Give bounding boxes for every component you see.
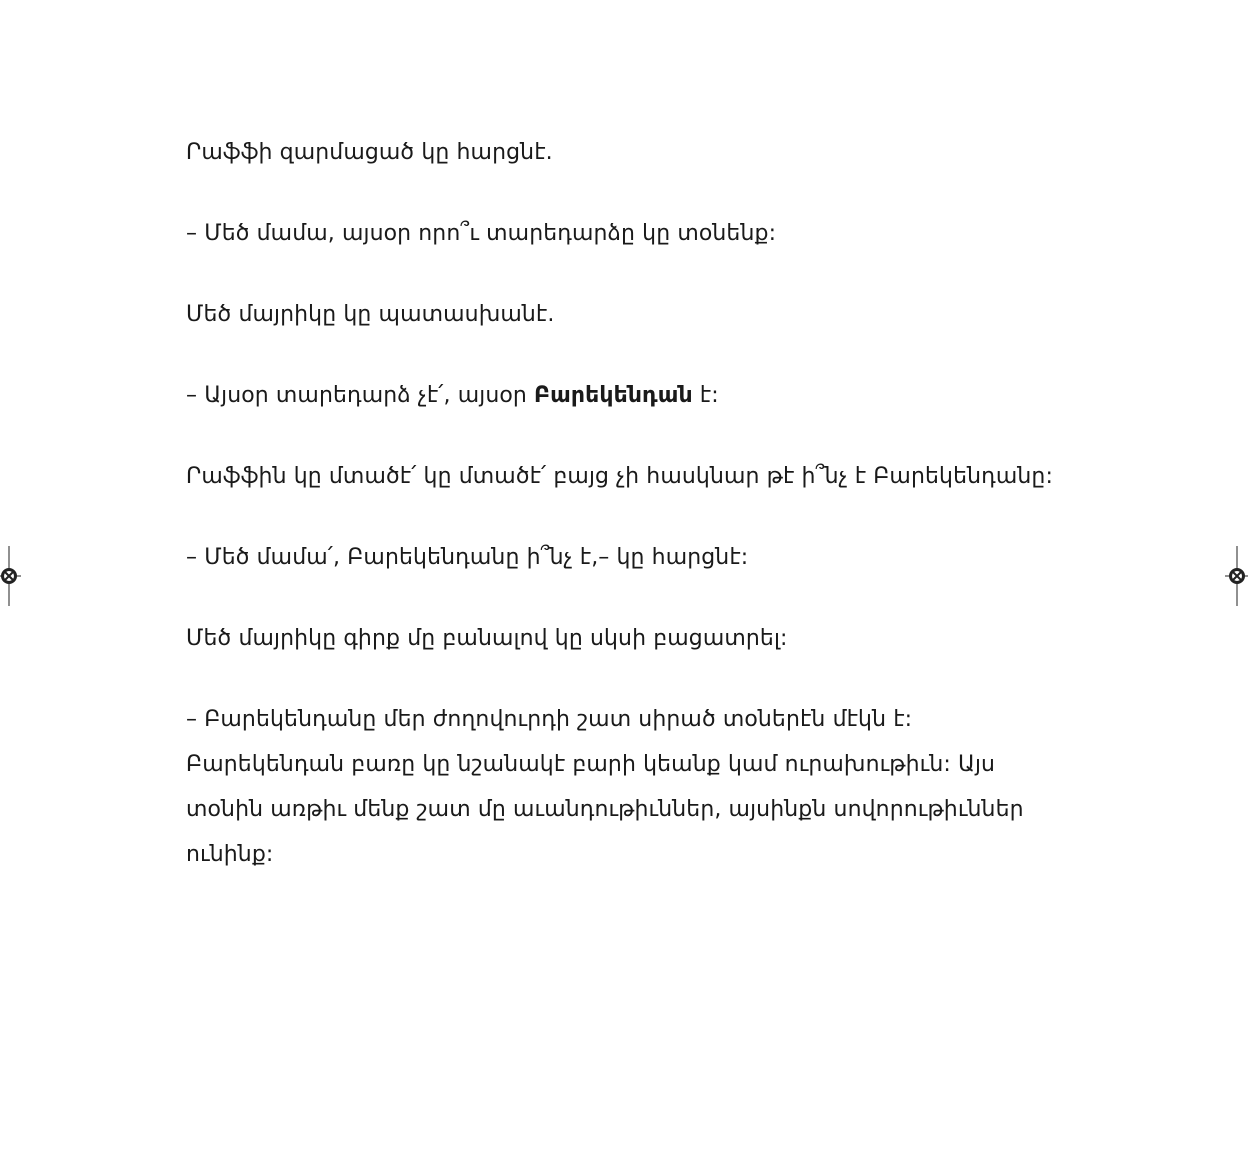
paragraph-3: Մեծ մայրիկը կը պատասխանէ. [186,302,555,327]
paragraph-6: – Մեծ մամա՛, Բարեկենդանը ի՞նչ է,– կը հարցնէ: [186,545,749,570]
paragraph-2: – Մեծ մամա, այսօր որո՞ւ տարեդարձը կը տօնենք: [186,221,777,246]
paragraph-4-bold-word: Բարեկենդան [534,383,693,408]
paragraph-8: – Բարեկենդանը մեր ժողովուրդի շատ սիրած տօներէն մէկն է: Բարեկենդան բառը կը նշանակէ բարի կեանք կամ ուրախութիւն: Այս տօնին առթիւ մենք շատ մը աւանդութիւններ, այսինքն սովորութիւններ ունինք: [186,707,1024,867]
paragraph-4-before: – Այսօր տարեդարձ չէ՛, այսօր [186,383,535,408]
registration-mark-icon [0,546,21,606]
paragraph-4 [186,373,1066,418]
paragraph-4-after: է: [692,383,719,408]
paragraph-7: Մեծ մայրիկը գիրք մը բանալով կը սկսի բացատրել: [186,626,788,651]
paragraph-1: Րաֆֆի զարմացած կը հարցնէ. [186,140,553,165]
story-text [186,130,1066,913]
registration-mark-icon [1225,546,1248,606]
paragraph-5: Րաֆֆին կը մտածէ՛ կը մտածէ՛ բայց չի հասկնար թէ ի՞նչ է Բարեկենդանը: [186,464,1053,489]
